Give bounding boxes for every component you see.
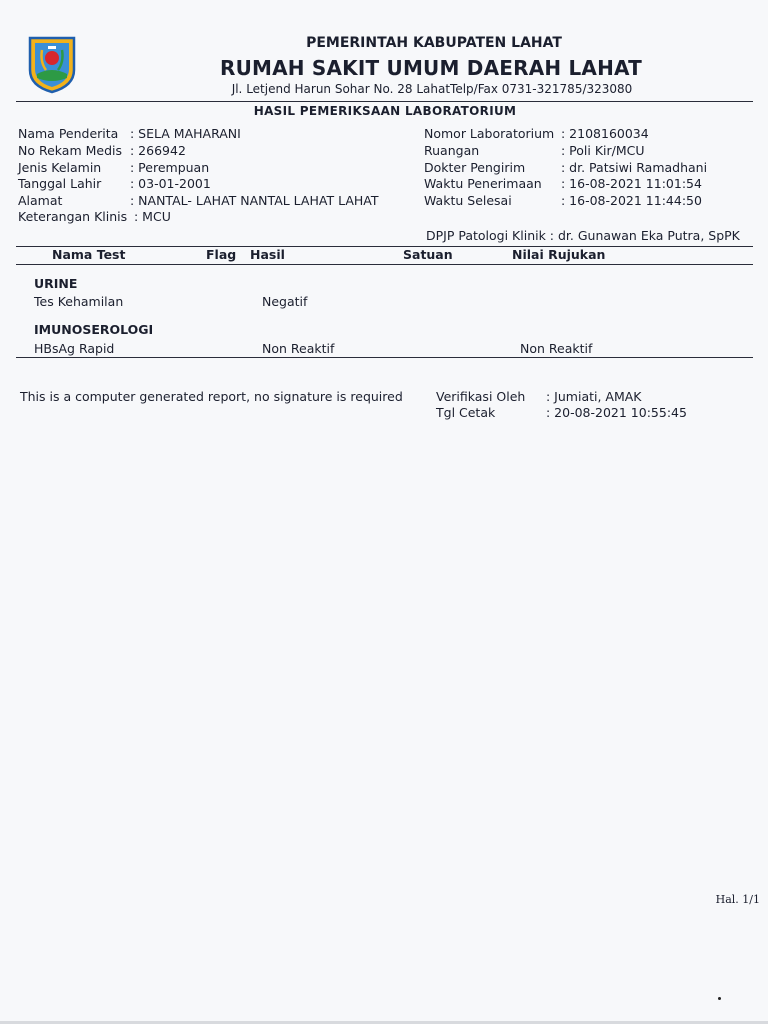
hospital-name: RUMAH SAKIT UMUM DAERAH LAHAT <box>219 56 643 80</box>
col-header-result: Hasil <box>250 247 285 262</box>
finished-time-value: : 16-08-2021 11:44:50 <box>561 193 702 208</box>
print-date-value: : 20-08-2021 10:55:45 <box>546 405 687 420</box>
hospital-address: Jl. Letjend Harun Sohar No. 28 LahatTelp/Fax 0731-321785/323080 <box>231 82 633 96</box>
print-date-label: Tgl Cetak <box>436 405 496 420</box>
col-header-test: Nama Test <box>52 247 126 262</box>
header-divider <box>16 101 753 102</box>
scan-speck <box>718 997 721 1000</box>
lab-number-value: : 2108160034 <box>561 126 649 141</box>
col-header-unit: Satuan <box>403 247 453 262</box>
verified-by-value: : Jumiati, AMAK <box>546 389 642 404</box>
address-label: Alamat <box>18 193 63 208</box>
referring-doctor-value: : dr. Patsiwi Ramadhani <box>561 160 708 175</box>
patient-name-label: Nama Penderita <box>18 126 119 141</box>
dob-value: : 03-01-2001 <box>130 176 211 191</box>
table-row-result: Negatif <box>262 294 308 309</box>
clinical-note-value: : MCU <box>134 209 171 224</box>
dpjp-doctor: DPJP Patologi Klinik : dr. Gunawan Eka Putra, SpPK <box>426 228 740 243</box>
address-value: : NANTAL- LAHAT NANTAL LAHAT LAHAT <box>130 193 379 208</box>
table-bottom-rule <box>16 357 753 358</box>
sex-label: Jenis Kelamin <box>18 160 102 175</box>
room-label: Ruangan <box>424 143 480 158</box>
table-header-rule <box>16 264 753 265</box>
room-value: : Poli Kir/MCU <box>561 143 645 158</box>
lab-number-label: Nomor Laboratorium <box>424 126 555 141</box>
finished-time-label: Waktu Selesai <box>424 193 512 208</box>
page-number: Hal. 1/1 <box>715 893 760 906</box>
sex-value: : Perempuan <box>130 160 210 175</box>
patient-name-value: : SELA MAHARANI <box>130 126 241 141</box>
referring-doctor-label: Dokter Pengirim <box>424 160 526 175</box>
clinical-note-label: Keterangan Klinis <box>18 209 128 224</box>
received-time-label: Waktu Penerimaan <box>424 176 542 191</box>
section-title-urine: URINE <box>34 276 78 291</box>
col-header-reference: Nilai Rujukan <box>512 247 606 262</box>
dob-label: Tanggal Lahir <box>18 176 102 191</box>
report-title: HASIL PEMERIKSAAN LABORATORIUM <box>253 104 517 118</box>
received-time-value: : 16-08-2021 11:01:54 <box>561 176 702 191</box>
table-top-rule <box>16 246 753 247</box>
table-row-result: Non Reaktif <box>262 341 335 356</box>
table-row-reference: Non Reaktif <box>520 341 593 356</box>
table-row-test: Tes Kehamilan <box>34 294 124 309</box>
computer-generated-note: This is a computer generated report, no signature is required <box>20 389 403 404</box>
government-name: PEMERINTAH KABUPATEN LAHAT <box>306 35 562 51</box>
medical-record-value: : 266942 <box>130 143 186 158</box>
col-header-flag: Flag <box>206 247 237 262</box>
medical-record-label: No Rekam Medis <box>18 143 123 158</box>
table-row-test: HBsAg Rapid <box>34 341 115 356</box>
section-title-immunoserology: IMUNOSEROLOGI <box>34 322 154 337</box>
verified-by-label: Verifikasi Oleh <box>436 389 526 404</box>
